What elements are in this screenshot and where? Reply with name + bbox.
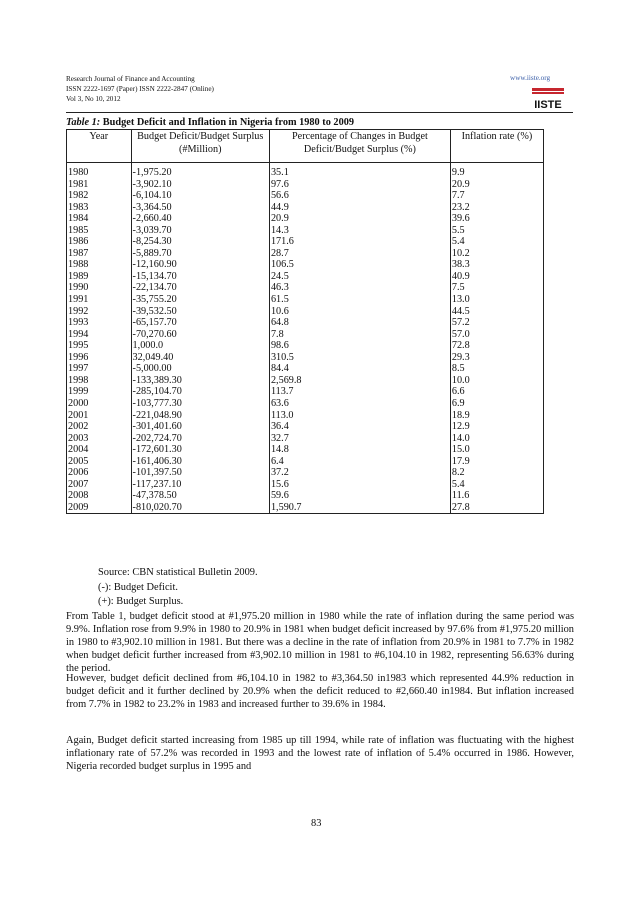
table-row [67,190,544,202]
cell-inflation: 39.6 [450,213,543,225]
cell-percentage: 171.6 [269,236,450,248]
cell-percentage: 15.6 [269,479,450,491]
table-row [67,317,544,329]
cell-inflation: 10.0 [450,375,543,387]
table-row [67,467,544,479]
cell-inflation: 40.9 [450,271,543,283]
cell-year: 1984 [67,213,132,225]
paragraph-2: However, budget deficit declined from #6,104.10 in 1982 to #3,364.50 in1983 which represented 44.9% reduction in budget deficit and it further declined by 20.9% when the deficit reduced to #2,660.40 in1984. But inflation increased from 7.7% in 1982 to 23.2% in 1983 and increased further to 39.6% in 1984. [66,673,574,710]
header-budget: Budget Deficit/Budget Surplus (#Million) [131,130,269,163]
table-row [67,213,544,225]
table-row [67,248,544,260]
cell-percentage: 32.7 [269,433,450,445]
cell-percentage: 63.6 [269,398,450,410]
cell-inflation: 7.7 [450,190,543,202]
cell-year: 2001 [67,409,132,421]
table-row [67,282,544,294]
cell-inflation: 6.6 [450,386,543,398]
note-deficit: (-): Budget Deficit. [98,581,178,593]
cell-year: 2007 [67,479,132,491]
cell-inflation: 11.6 [450,490,543,502]
cell-year: 1993 [67,317,132,329]
table-row [67,433,544,445]
cell-percentage: 113.7 [269,386,450,398]
cell-budget: -133,389.30 [131,375,269,387]
cell-budget: -3,902.10 [131,179,269,191]
cell-inflation: 9.9 [450,163,543,179]
table-row [67,340,544,352]
table-row [67,363,544,375]
cell-percentage: 310.5 [269,352,450,364]
table-row [67,259,544,271]
cell-year: 2003 [67,433,132,445]
cell-inflation: 44.5 [450,306,543,318]
cell-percentage: 56.6 [269,190,450,202]
cell-budget: -5,889.70 [131,248,269,260]
cell-year: 1986 [67,236,132,248]
cell-budget: -65,157.70 [131,317,269,329]
table-row [67,306,544,318]
cell-percentage: 59.6 [269,490,450,502]
cell-percentage: 106.5 [269,259,450,271]
cell-budget: -117,237.10 [131,479,269,491]
cell-budget: -202,724.70 [131,433,269,445]
cell-year: 2008 [67,490,132,502]
cell-percentage: 98.6 [269,340,450,352]
cell-budget: -101,397.50 [131,467,269,479]
cell-percentage: 10.6 [269,306,450,318]
cell-budget: -103,777.30 [131,398,269,410]
cell-inflation: 8.5 [450,363,543,375]
journal-issn: ISSN 2222-1697 (Paper) ISSN 2222-2847 (Online) [66,85,214,93]
cell-year: 2005 [67,456,132,468]
cell-year: 1981 [67,179,132,191]
logo-text: IISTE [534,99,562,111]
journal-header [66,74,214,104]
cell-inflation: 18.9 [450,409,543,421]
cell-percentage: 113.0 [269,409,450,421]
page-number: 83 [311,818,322,829]
cell-year: 2009 [67,502,132,514]
cell-budget: -15,134.70 [131,271,269,283]
cell-inflation: 6.9 [450,398,543,410]
table-caption-label: Table 1: [66,117,101,128]
cell-year: 2000 [67,398,132,410]
cell-year: 1999 [67,386,132,398]
cell-inflation: 5.5 [450,225,543,237]
budget-inflation-table [66,129,544,514]
cell-budget: -8,254.30 [131,236,269,248]
cell-year: 1997 [67,363,132,375]
table-caption-text: Budget Deficit and Inflation in Nigeria from 1980 to 2009 [100,117,355,128]
cell-year: 1988 [67,259,132,271]
cell-budget: -47,378.50 [131,490,269,502]
iiste-logo [530,86,566,112]
header-percentage: Percentage of Changes in Budget Deficit/Budget Surplus (%) [269,130,450,163]
cell-year: 1983 [67,202,132,214]
cell-inflation: 27.8 [450,502,543,514]
table-row [67,502,544,514]
cell-inflation: 29.3 [450,352,543,364]
table-row [67,352,544,364]
table-row [67,386,544,398]
cell-percentage: 24.5 [269,271,450,283]
cell-percentage: 37.2 [269,467,450,479]
cell-percentage: 20.9 [269,213,450,225]
cell-inflation: 20.9 [450,179,543,191]
cell-year: 1989 [67,271,132,283]
cell-year: 1980 [67,163,132,179]
cell-percentage: 64.8 [269,317,450,329]
cell-percentage: 14.3 [269,225,450,237]
cell-percentage: 6.4 [269,456,450,468]
cell-budget: 32,049.40 [131,352,269,364]
cell-percentage: 35.1 [269,163,450,179]
cell-inflation: 57.0 [450,329,543,341]
cell-percentage: 36.4 [269,421,450,433]
table-row [67,444,544,456]
cell-budget: -39,532.50 [131,306,269,318]
table-row [67,225,544,237]
cell-budget: -3,364.50 [131,202,269,214]
cell-budget: -172,601.30 [131,444,269,456]
table-row [67,271,544,283]
table-row [67,456,544,468]
cell-budget: -1,975.20 [131,163,269,179]
table-row [67,409,544,421]
cell-budget: -22,134.70 [131,282,269,294]
table-row [67,421,544,433]
cell-inflation: 8.2 [450,467,543,479]
cell-percentage: 97.6 [269,179,450,191]
table-row [67,490,544,502]
cell-inflation: 15.0 [450,444,543,456]
cell-inflation: 13.0 [450,294,543,306]
table-row [67,398,544,410]
cell-inflation: 17.9 [450,456,543,468]
table-row [67,163,544,179]
cell-percentage: 84.4 [269,363,450,375]
table-notes [98,566,258,610]
cell-year: 2004 [67,444,132,456]
table-source: Source: CBN statistical Bulletin 2009. [98,567,258,578]
cell-year: 1992 [67,306,132,318]
cell-percentage: 61.5 [269,294,450,306]
table-header-row [67,130,544,163]
cell-budget: 1,000.0 [131,340,269,352]
cell-inflation: 10.2 [450,248,543,260]
cell-inflation: 12.9 [450,421,543,433]
cell-year: 1994 [67,329,132,341]
cell-budget: -810,020.70 [131,502,269,514]
cell-percentage: 1,590.7 [269,502,450,514]
cell-year: 1995 [67,340,132,352]
cell-year: 2002 [67,421,132,433]
table-body [67,163,544,514]
cell-inflation: 23.2 [450,202,543,214]
journal-title: Research Journal of Finance and Accounting [66,75,195,83]
cell-budget: -301,401.60 [131,421,269,433]
cell-year: 1996 [67,352,132,364]
paragraph-3: Again, Budget deficit started increasing from 1985 up till 1994, while rate of inflation was fluctuating with the highest inflationary rate of 57.2% was recorded in 1993 and the lowest rate of inflation of 5.4% occurred in 1986. However, Nigeria recorded budget surplus in 1995 and [66,735,574,772]
cell-percentage: 46.3 [269,282,450,294]
cell-percentage: 2,569.8 [269,375,450,387]
table-row [67,479,544,491]
cell-inflation: 14.0 [450,433,543,445]
table-row [67,375,544,387]
cell-budget: -3,039.70 [131,225,269,237]
cell-percentage: 44.9 [269,202,450,214]
table-row [67,179,544,191]
cell-budget: -35,755.20 [131,294,269,306]
cell-year: 2006 [67,467,132,479]
cell-year: 1990 [67,282,132,294]
table-row [67,329,544,341]
cell-percentage: 7.8 [269,329,450,341]
cell-budget: -70,270.60 [131,329,269,341]
header-inflation: Inflation rate (%) [450,130,543,163]
cell-inflation: 7.5 [450,282,543,294]
header-rule [66,112,573,113]
table-row [67,202,544,214]
cell-budget: -6,104.10 [131,190,269,202]
cell-inflation: 5.4 [450,479,543,491]
table-row [67,236,544,248]
cell-percentage: 28.7 [269,248,450,260]
cell-year: 1991 [67,294,132,306]
cell-year: 1985 [67,225,132,237]
table-row [67,294,544,306]
cell-budget: -5,000.00 [131,363,269,375]
cell-budget: -12,160.90 [131,259,269,271]
journal-url[interactable]: www.iiste.org [510,74,551,82]
journal-volume: Vol 3, No 10, 2012 [66,95,121,103]
cell-inflation: 5.4 [450,236,543,248]
cell-year: 1982 [67,190,132,202]
cell-inflation: 57.2 [450,317,543,329]
paragraph-1: From Table 1, budget deficit stood at #1,975.20 million in 1980 while the rate of inflation during the same period was 9.9%. Inflation rose from 9.9% in 1980 to 20.9% in 1981 when budget deficit increased by 97.6% from #1,975.20 million in 1980 to #3,902.10 million in 1981. But there was a decline in the rate of inflation from 20.9% in 1981 to 7.7% in 1982 when budget deficit further increased from #3,902.10 million in 1981 to #6,104.10 in 1982, representing 56.63% during the period. [66,611,574,674]
cell-year: 1987 [67,248,132,260]
table-caption [66,117,354,128]
cell-budget: -161,406.30 [131,456,269,468]
cell-year: 1998 [67,375,132,387]
cell-budget: -2,660.40 [131,213,269,225]
cell-budget: -221,048.90 [131,409,269,421]
cell-inflation: 72.8 [450,340,543,352]
note-surplus: (+): Budget Surplus. [98,596,184,607]
cell-budget: -285,104.70 [131,386,269,398]
header-year: Year [67,130,132,163]
cell-inflation: 38.3 [450,259,543,271]
cell-percentage: 14.8 [269,444,450,456]
